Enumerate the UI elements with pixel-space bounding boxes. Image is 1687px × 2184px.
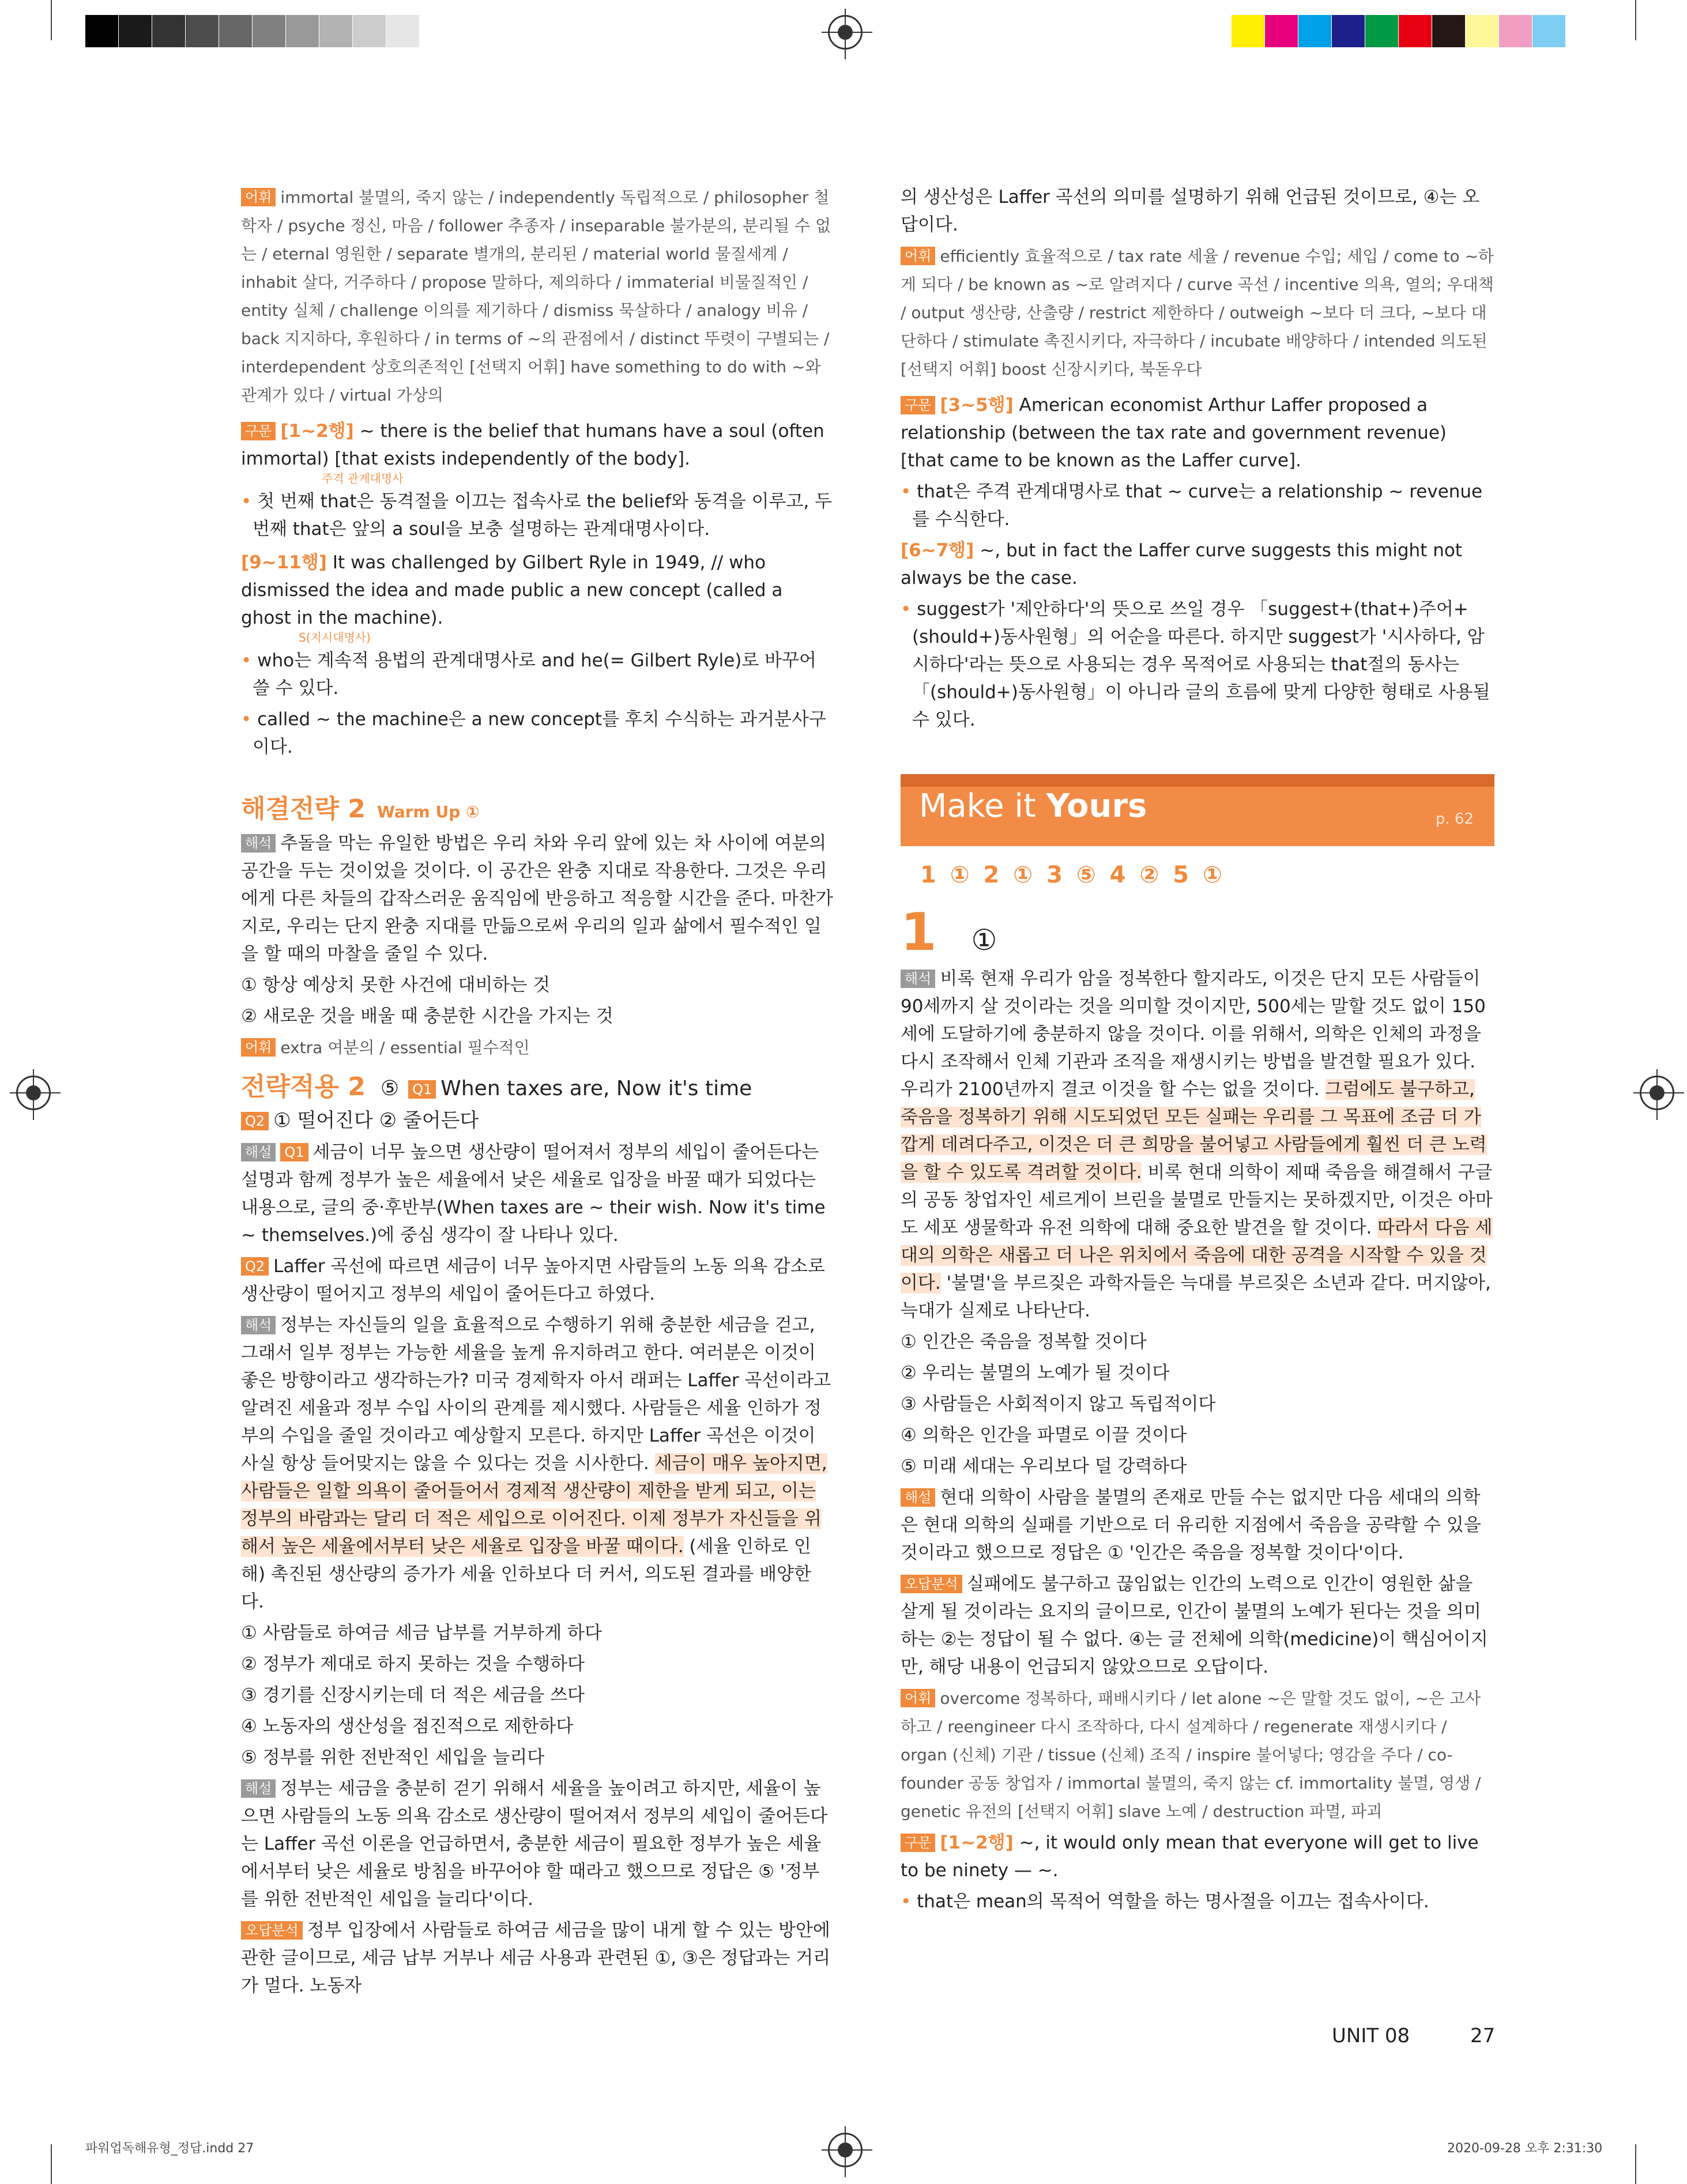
- bullet-note: • suggest가 '제안하다'의 뜻으로 쓰일 경우 「suggest+(that+)주어+(should+)동사원형」의 어순을 따른다. 하지만 suggest가 '시사하다, 암시하다'라는 뜻으로 사용되는 경우 목적어로 사용되는 that절의 동사는 「(should+)동사원형」이 아니라 글의 흐름에 맞게 다양한 형태로 사용될 수 있다.: [901, 595, 1494, 734]
- color-swatch: [1466, 15, 1499, 47]
- crop-mark: [1635, 2144, 1636, 2184]
- gray-swatch: [119, 15, 152, 47]
- question-heading: [901, 904, 1494, 961]
- section-title: 전략적용 2: [241, 1072, 366, 1102]
- grammar-note: S(지시대명사): [299, 631, 371, 644]
- tag-translation: 해석: [241, 1316, 276, 1334]
- tag-vocab: 어휘: [241, 1038, 276, 1057]
- color-swatch: [1365, 15, 1399, 47]
- answer-list: 1 ① 2 ① 3 ⑤ 4 ② 5 ①: [920, 862, 1222, 888]
- gray-swatch: [386, 15, 420, 47]
- registration-mark-bottom: [828, 2133, 863, 2167]
- option-item: ③ 경기를 신장시키는데 더 적은 세금을 쓰다: [241, 1685, 585, 1706]
- explanation-text: 정부는 세금을 충분히 걷기 위해서 세율을 높이려고 하지만, 세율이 높으면 사람들의 노동 의욕 감소로 생산량이 떨어져서 정부의 세입이 줄어든다는 Laffer 곡선 이론을 언급하면서, 충분한 세금이 필요한 정부가 높은 세율에서부터 낮은 세율로 방침을 바꾸어야 할 때라고 했으므로 정답은 ⑤ '정부를 위한 전반적인 세입을 늘리다'이다.: [241, 1778, 828, 1910]
- structure-block: [241, 549, 834, 632]
- structure-sentence: ~, but in fact the Laffer curve suggests this might not always be the case.: [901, 540, 1462, 589]
- bullet-note: • called ~ the machine은 a new concept를 후치 수식하는 과거분사구이다.: [241, 706, 834, 761]
- gray-swatch: [353, 15, 386, 47]
- color-swatch: [1532, 15, 1566, 47]
- vocab-block: [901, 1684, 1494, 1825]
- color-bar: [1232, 15, 1599, 47]
- translation-text: 비록 현재 우리가 암을 정복한다 할지라도, 이것은 단지 모든 사람들이 90세까지 살 것이라는 것을 의미할 것이지만, 500세는 말할 것도 없이 150세에 도달하기에 충분하지 않을 것이다. 이를 위해서, 의학은 인체의 과정을 다시 조작해서 인체 기관과 조직을 재생시키는 방법을 발견할 필요가 있다. 우리가 2100년까지 결코 이것을 할 수는 없을 것이다.: [901, 968, 1486, 1100]
- wrong-analysis-block: [901, 1570, 1494, 1681]
- explanation-block: [241, 1138, 834, 1249]
- vocab-text: efficiently 효율적으로 / tax rate 세율 / revenue 수입; 세입 / come to ~하게 되다 / be known as ~로 알려지다 / curve 곡선 / incentive 의욕, 열의; 우대책 / output 생산량, 산출량 / restrict 제한하다 / outweigh ~보다 더 크다, ~보다 대단하다 / stimulate 촉진시키다, 자극하다 / incubate 배양하다 / intended 의도된 [선택지 어휘] boost 신장시키다, 북돋우다: [901, 247, 1494, 379]
- tag-wrong-analysis: 오답분석: [241, 1921, 303, 1940]
- tag-explanation: 해설: [241, 1143, 276, 1161]
- continued-text: 의 생산성은 Laffer 곡선의 의미를 설명하기 위해 언급된 것이므로, ④는 오답이다.: [901, 187, 1480, 235]
- vocab-block: [901, 242, 1494, 383]
- banner-page-ref: p. 62: [1435, 810, 1474, 828]
- translation-text: 추돌을 막는 유일한 방법은 우리 차와 우리 앞에 있는 차 사이에 여분의 공간을 두는 것이었을 것이다. 이 공간은 완충 지대로 작용한다. 그것은 우리에게 다른 차들의 갑작스러운 움직임에 반응하고 적응할 시간을 준다. 마찬가지로, 우리는 단지 완충 지대를 만듦으로써 우리의 일과 삶에서 필수적인 일을 할 때의 마찰을 줄일 수 있다.: [241, 833, 833, 964]
- banner-title-a: Make it: [919, 787, 1046, 825]
- option-item: ② 정부가 제대로 하지 못하는 것을 수행하다: [241, 1654, 585, 1674]
- vocab-text: immortal 불멸의, 죽지 않는 / independently 독립적으로 / philosopher 철학자 / psyche 정신, 마음 / follower 추종자 / inseparable 불가분의, 분리될 수 없는 / eternal 영원한 / separate 별개의, 분리된 / material world 물질세계 / inhabit 살다, 거주하다 / propose 말하다, 제의하다 / immaterial 비물질적인 / entity 실체 / challenge 이의를 제기하다 / dismiss 묵살하다 / analogy 비유 / back 지지하다, 후원하다 / in terms of ~의 관점에서 / distinct 뚜렷이 구별되는 / interdependent 상호의존적인 [선택지 어휘] have something to do with ~와 관계가 있다 / virtual 가상의: [241, 188, 831, 405]
- translation-text: 비록 현대 의학이 제때 죽음을 해결해서 구글의 공동 창업자인 세르게이 브린을 불멸로 만들지는 못하겠지만, 이것은 아마도 세포 생물학과 유전 의학에 대해 중요한 발견을 할 것이다.: [901, 1162, 1493, 1238]
- option-list: [241, 1619, 834, 1771]
- wrong-analysis-block: [241, 1917, 834, 2000]
- line-ref: [9~11행]: [241, 552, 327, 573]
- color-swatch: [1298, 15, 1332, 47]
- structure-sentence: ~ there is the belief that humans have a soul (often immortal) [that exists independently of the body].: [241, 421, 824, 469]
- section-title: 해결전략 2: [241, 794, 366, 824]
- tag-q1: Q1: [280, 1143, 308, 1161]
- crop-mark: [51, 2144, 52, 2184]
- option-item: ① 항상 예상치 못한 사건에 대비하는 것: [241, 975, 551, 995]
- structure-block: [901, 391, 1494, 474]
- explanation-text: Laffer 곡선에 따르면 세금이 너무 높아지면 사람들의 노동 의욕 감소로 생산량이 떨어지고 정부의 세입이 줄어든다고 하였다.: [241, 1256, 825, 1304]
- section-heading: [241, 795, 834, 826]
- tag-vocab: 어휘: [901, 1689, 935, 1707]
- page-number: 27: [1470, 2024, 1496, 2047]
- structure-block: [901, 1829, 1494, 1884]
- tag-structure: 구문: [241, 422, 276, 440]
- color-swatch: [1566, 15, 1599, 47]
- file-name: 파워업독해유형_정답.indd 27: [85, 2141, 254, 2156]
- gray-swatch: [286, 15, 319, 47]
- tag-q1: Q1: [408, 1080, 436, 1099]
- color-swatch: [1332, 15, 1365, 47]
- gray-swatch: [253, 15, 286, 47]
- tag-vocab: 어휘: [241, 188, 276, 206]
- structure-sentence: ~, it would only mean that everyone will get to live to be ninety — ~.: [901, 1832, 1479, 1881]
- line-ref: [6~7행]: [901, 540, 974, 561]
- registration-mark-left: [16, 1076, 51, 1110]
- explanation-text: 현대 의학이 사람을 불멸의 존재로 만들 수는 없지만 다음 세대의 의학은 현대 의학의 실패를 기반으로 더 유리한 지점에서 죽음을 공략할 수 있을 것이라고 했으므로 정답은 ① '인간은 죽음을 정복할 것이다'이다.: [901, 1487, 1481, 1563]
- unit-label: UNIT 08: [1332, 2024, 1410, 2047]
- highlighted-text: 그럼에도 불구하고, 죽음을 정복하기 위해 시도되었던 모든 실패는 우리를 그 목표에 조금 더 가깝게 데려다주고, 이것은 더 큰 희망을 불어넣고 사람들에게 훨씬 더 큰 노력을 할 수 있도록 격려할 것이다.: [901, 1079, 1487, 1183]
- highlighted-text: 따라서 다음 세대의 의학은 새롭고 더 나은 위치에서 죽음에 대한 공격을 시작할 수 있을 것이다.: [901, 1217, 1493, 1293]
- bullet-note: • that은 주격 관계대명사로 that ~ curve는 a relationship ~ revenue를 수식한다.: [901, 478, 1494, 533]
- explanation-block: [241, 1253, 834, 1308]
- option-item: ② 새로운 것을 배울 때 충분한 시간을 가지는 것: [241, 1006, 613, 1027]
- tag-structure: 구문: [901, 396, 935, 414]
- color-swatch: [1232, 15, 1265, 47]
- bullet-note: • 첫 번째 that은 동격절을 이끄는 접속사로 the belief와 동격을 이루고, 두 번째 that은 앞의 a soul을 보충 설명하는 관계대명사이다.: [241, 488, 834, 543]
- right-column: [901, 183, 1494, 1919]
- option-item: ② 우리는 불멸의 노예가 될 것이다: [901, 1363, 1170, 1383]
- vocab-text: overcome 정복하다, 패배시키다 / let alone ~은 말할 것도 없이, ~은 고사하고 / reengineer 다시 조작하다, 다시 설계하다 / regenerate 재생시키다 / organ (신체) 기관 / tissue (신체) 조직 / inspire 불어넣다; 영감을 주다 / co-founder 공동 창업자 / immortal 불멸의, 죽지 않는 cf. immortality 불멸, 영생 / genetic 유전의 [선택지 어휘] slave 노예 / destruction 파멸, 파괴: [901, 1689, 1481, 1821]
- translation-block: [241, 829, 834, 968]
- question-answer: ①: [971, 923, 997, 957]
- translation-text: 정부는 자신들의 일을 효율적으로 수행하기 위해 충분한 세금을 걷고, 그래서 일부 정부는 가능한 세율을 높게 유지하려고 한다. 여러분은 이것이 좋은 방향이라고 생각하는가? 미국 경제학자 아서 래퍼는 Laffer 곡선이라고 알려진 세율과 정부 수입 사이의 관계를 제시했다. 사람들은 세율 인하가 정부의 수입을 줄일 것이라고 예상할지 모른다. 하지만 Laffer 곡선은 이것이 사실 항상 들어맞지는 않을 수 있다는 것을 시사한다.: [241, 1315, 831, 1474]
- banner-stripe: [901, 774, 1494, 787]
- wrong-analysis-text: 정부 입장에서 사람들로 하여금 세금을 많이 내게 할 수 있는 방안에 관한 글이므로, 세금 납부 거부나 세금 사용과 관련된 ①, ③은 정답과는 거리가 멀다. 노동자: [241, 1920, 831, 1996]
- color-swatch: [1432, 15, 1466, 47]
- section-heading: [241, 1073, 834, 1103]
- tag-explanation: 해설: [241, 1779, 276, 1798]
- translation-text: '불멸'을 부르짖은 과학자들은 늑대를 부르짖은 소년과 같다. 머지않아, 늑대가 실제로 나타난다.: [901, 1273, 1491, 1321]
- wrong-analysis-text: 실패에도 불구하고 끊임없는 인간의 노력으로 인간이 영원한 삶을 살게 될 것이라는 요지의 글이므로, 인간이 불멸의 노예가 된다는 것을 의미하는 ②는 정답이 될 수 없다. ④는 글 전체에 의학(medicine)이 핵심어이지만, 해당 내용이 언급되지 않았으므로 오답이다.: [901, 1574, 1488, 1677]
- gray-swatch: [85, 15, 119, 47]
- tag-translation: 해석: [901, 970, 935, 988]
- make-it-yours-banner: [901, 774, 1494, 846]
- q1-answer: When taxes are, Now it's time: [440, 1077, 752, 1100]
- vocab-text: extra 여분의 / essential 필수적인: [280, 1038, 530, 1057]
- grammar-note: 주격 관계대명사: [322, 471, 404, 485]
- gray-swatch: [219, 15, 253, 47]
- vocab-block: [241, 183, 834, 409]
- tag-q2: Q2: [241, 1257, 269, 1276]
- color-swatch: [1265, 15, 1298, 47]
- structure-sentence: It was challenged by Gilbert Ryle in 1949, // who dismissed the idea and made public a new concept (called a ghost in the machine).: [241, 552, 783, 628]
- banner-title: [919, 787, 1147, 825]
- line-ref: [3~5행]: [940, 395, 1014, 416]
- left-column: [241, 183, 834, 2003]
- question-number: 1: [901, 902, 937, 963]
- tag-translation: 해석: [241, 834, 276, 853]
- gray-swatch: [186, 15, 219, 47]
- gray-swatch: [420, 15, 453, 47]
- explanation-text: 세금이 너무 높으면 생산량이 떨어져서 정부의 세입이 줄어든다는 설명과 함께 정부가 높은 세율에서 낮은 세율로 입장을 바꿀 때가 되었다는 내용으로, 글의 중·후반부(When taxes are ~ their wish. Now it's time ~ themselves.)에 중심 생각이 잘 나타나 있다.: [241, 1142, 826, 1246]
- tag-structure: 구문: [901, 1834, 935, 1852]
- option-item: ⑤ 정부를 위한 전반적인 세입을 늘리다: [241, 1747, 545, 1768]
- option-item: ⑤ 미래 세대는 우리보다 덜 강력하다: [901, 1456, 1187, 1477]
- structure-block: [241, 417, 834, 473]
- q2-line: [241, 1107, 834, 1135]
- option-item: ③ 사람들은 사회적이지 않고 독립적이다: [901, 1394, 1216, 1414]
- color-swatch: [1499, 15, 1532, 47]
- vocab-block: [241, 1033, 834, 1062]
- bullet-note: • who는 계속적 용법의 관계대명사로 and he(= Gilbert Ryle)로 바꾸어 쓸 수 있다.: [241, 647, 834, 702]
- registration-mark-top: [828, 15, 863, 50]
- translation-block: [241, 1311, 834, 1616]
- highlighted-text: 세금이 매우 높아지면, 사람들은 일할 의욕이 줄어들어서 경제적 생산량이 제한을 받게 되고, 이는 정부의 바람과는 달리 더 적은 세입으로 이어진다. 이제 정부가 자신들을 위해서 높은 세율에서부터 낮은 세율로 입장을 바꿀 때이다.: [241, 1453, 827, 1557]
- bullet-note: • that은 mean의 목적어 역할을 하는 명사절을 이끄는 접속사이다.: [901, 1888, 1494, 1915]
- translation-block: [901, 965, 1494, 1325]
- explanation-block: [241, 1775, 834, 1913]
- grayscale-bar: [85, 15, 453, 47]
- structure-block: [901, 537, 1494, 592]
- translation-text: (세율 인하로 인해) 촉진된 생산량의 증가가 세율 인하보다 더 커서, 의도된 결과를 배양한다.: [241, 1536, 811, 1612]
- gray-swatch: [152, 15, 186, 47]
- option-list: [901, 1328, 1494, 1480]
- option-item: ④ 노동자의 생산성을 점진적으로 제한하다: [241, 1716, 574, 1737]
- tag-q2: Q2: [241, 1112, 269, 1130]
- option-item: ① 인간은 죽음을 정복할 것이다: [901, 1331, 1147, 1352]
- crop-mark: [1635, 0, 1636, 40]
- line-ref: [1~2행]: [280, 421, 354, 442]
- color-swatch: [1399, 15, 1432, 47]
- gray-swatch: [319, 15, 353, 47]
- structure-sentence: American economist Arthur Laffer proposed a relationship (between the tax rate and government revenue) [that came to be known as the Laffer curve].: [901, 395, 1447, 471]
- option-item: ① 사람들로 하여금 세금 납부를 거부하게 하다: [241, 1623, 602, 1643]
- tag-vocab: 어휘: [901, 247, 935, 265]
- option-item: ④ 의학은 인간을 파멸로 이끌 것이다: [901, 1425, 1187, 1446]
- line-ref: [1~2행]: [940, 1832, 1014, 1853]
- q2-answer: ① 떨어진다 ② 줄어든다: [273, 1109, 479, 1132]
- explanation-block: [901, 1484, 1494, 1567]
- section-answer: ⑤: [380, 1077, 400, 1100]
- crop-mark: [51, 0, 52, 40]
- tag-explanation: 해설: [901, 1488, 935, 1507]
- section-subtitle: Warm Up ①: [376, 802, 480, 821]
- tag-wrong-analysis: 오답분석: [901, 1575, 962, 1593]
- registration-mark-right: [1640, 1076, 1674, 1110]
- banner-title-b: Yours: [1046, 787, 1147, 825]
- print-timestamp: 2020-09-28 오후 2:31:30: [1447, 2141, 1603, 2156]
